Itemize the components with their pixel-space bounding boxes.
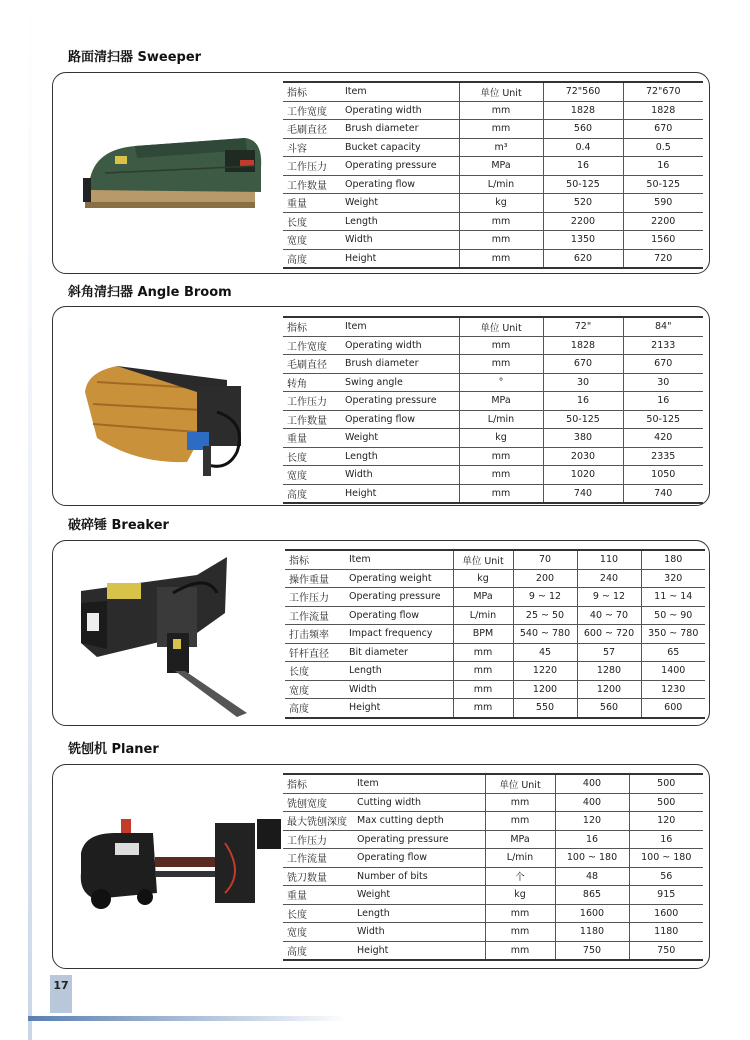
cell-value: 100 ~ 180 — [629, 849, 703, 868]
cell-item-en: Weight — [353, 886, 485, 905]
cell-item-en: Weight — [341, 429, 459, 448]
cell-unit: m³ — [459, 138, 543, 157]
cell-unit: kg — [485, 886, 555, 905]
cell-item-en: Length — [353, 904, 485, 923]
cell-value: 110 — [577, 550, 641, 569]
cell-value: 750 — [555, 941, 629, 960]
cell-value: 1220 — [513, 662, 577, 681]
cell-value: 9 ~ 12 — [577, 588, 641, 607]
cell-value: 320 — [641, 569, 705, 588]
cell-value: 16 — [623, 157, 703, 176]
cell-value: 57 — [577, 643, 641, 662]
cell-item-en: Operating pressure — [345, 588, 453, 607]
section-title-sweeper: 路面清扫器 Sweeper — [68, 50, 202, 65]
cell-item-en: Number of bits — [353, 867, 485, 886]
table-row — [283, 466, 703, 485]
cell-item-zh: 工作数量 — [283, 175, 341, 194]
cell-item-zh: 钎杆直径 — [285, 643, 345, 662]
cell-value: 100 ~ 180 — [555, 849, 629, 868]
cell-value: 1180 — [629, 923, 703, 942]
angle-broom-spec-table — [283, 316, 703, 504]
cell-item-en: Height — [341, 484, 459, 503]
cell-item-zh: 最大铣刨深度 — [283, 812, 353, 831]
cell-value: 670 — [623, 355, 703, 374]
cell-item-zh: 工作宽度 — [283, 101, 341, 120]
cell-value: 500 — [629, 774, 703, 793]
cell-item-en: Cutting width — [353, 793, 485, 812]
cell-item-zh: 操作重量 — [285, 569, 345, 588]
cell-unit: MPa — [459, 392, 543, 411]
cell-value: 1050 — [623, 466, 703, 485]
cell-value: 16 — [543, 157, 623, 176]
cell-value: 2200 — [543, 212, 623, 231]
cell-item-en: Operating flow — [353, 849, 485, 868]
cell-item-zh: 毛刷直径 — [283, 120, 341, 139]
cell-value: 84" — [623, 317, 703, 336]
table-row — [283, 410, 703, 429]
cell-unit: MPa — [485, 830, 555, 849]
breaker-spec-body — [285, 550, 705, 718]
cell-value: 400 — [555, 774, 629, 793]
section-title-planer: 铣刨机 Planer — [68, 742, 159, 757]
cell-unit: L/min — [485, 849, 555, 868]
table-row — [283, 392, 703, 411]
table-row — [283, 923, 703, 942]
cell-item-en: Operating width — [341, 101, 459, 120]
cell-item-zh: 长度 — [283, 904, 353, 923]
cell-value: 50 ~ 90 — [641, 606, 705, 625]
cell-value: 865 — [555, 886, 629, 905]
cell-value: 1560 — [623, 231, 703, 250]
cell-value: 1828 — [543, 336, 623, 355]
cell-item-zh: 工作数量 — [283, 410, 341, 429]
cell-value: 915 — [629, 886, 703, 905]
table-row — [283, 484, 703, 503]
cell-value: 16 — [623, 392, 703, 411]
cell-value: 2200 — [623, 212, 703, 231]
cell-unit: mm — [453, 643, 513, 662]
cell-item-en: Height — [341, 249, 459, 268]
cell-unit: MPa — [459, 157, 543, 176]
cell-unit: mm — [459, 447, 543, 466]
table-row — [283, 904, 703, 923]
cell-value: 2030 — [543, 447, 623, 466]
cell-value: 1350 — [543, 231, 623, 250]
table-row — [283, 212, 703, 231]
cell-value: 550 — [513, 699, 577, 718]
cell-item-en: Weight — [341, 194, 459, 213]
cell-value: 400 — [555, 793, 629, 812]
table-row — [283, 249, 703, 268]
cell-value: 420 — [623, 429, 703, 448]
cell-unit: mm — [459, 231, 543, 250]
cell-value: 1200 — [577, 680, 641, 699]
cell-item-en: Item — [341, 317, 459, 336]
cell-value: 45 — [513, 643, 577, 662]
cell-value: 540 ~ 780 — [513, 625, 577, 644]
cell-value: 16 — [543, 392, 623, 411]
cell-item-zh: 毛刷直径 — [283, 355, 341, 374]
cell-unit: L/min — [453, 606, 513, 625]
cell-value: 0.5 — [623, 138, 703, 157]
cell-unit: 单位 Unit — [459, 82, 543, 101]
table-row — [283, 941, 703, 960]
cell-value: 1230 — [641, 680, 705, 699]
cell-item-zh: 重量 — [283, 429, 341, 448]
table-header-row — [283, 774, 703, 793]
cell-item-zh: 工作压力 — [283, 157, 341, 176]
cell-value: 11 ~ 14 — [641, 588, 705, 607]
cell-value: 1828 — [543, 101, 623, 120]
cell-unit: kg — [459, 429, 543, 448]
cell-item-zh: 高度 — [283, 249, 341, 268]
cell-item-en: Operating pressure — [341, 157, 459, 176]
cell-item-en: Operating width — [341, 336, 459, 355]
cell-unit: mm — [459, 336, 543, 355]
cell-value: 200 — [513, 569, 577, 588]
cell-item-zh: 工作压力 — [283, 392, 341, 411]
cell-value: 25 ~ 50 — [513, 606, 577, 625]
table-row — [283, 373, 703, 392]
cell-unit: mm — [459, 101, 543, 120]
cell-item-zh: 铣刨宽度 — [283, 793, 353, 812]
cell-value: 1600 — [555, 904, 629, 923]
cell-unit: mm — [459, 355, 543, 374]
cell-item-zh: 工作宽度 — [283, 336, 341, 355]
cell-item-en: Height — [345, 699, 453, 718]
cell-value: 500 — [629, 793, 703, 812]
cell-unit: mm — [485, 923, 555, 942]
table-row — [283, 812, 703, 831]
cell-value: 16 — [555, 830, 629, 849]
cell-value: 30 — [623, 373, 703, 392]
cell-value: 120 — [555, 812, 629, 831]
page-edge-decoration — [28, 0, 32, 1040]
table-row — [283, 120, 703, 139]
sweeper-spec-table — [283, 81, 703, 269]
cell-unit: 单位 Unit — [485, 774, 555, 793]
cell-item-zh: 宽度 — [283, 923, 353, 942]
cell-value: 72"670 — [623, 82, 703, 101]
cell-value: 520 — [543, 194, 623, 213]
cell-item-zh: 长度 — [285, 662, 345, 681]
cell-unit: MPa — [453, 588, 513, 607]
cell-value: 560 — [543, 120, 623, 139]
angle-broom-photo-icon — [77, 352, 257, 492]
table-row — [283, 886, 703, 905]
breaker-photo-icon — [77, 553, 267, 718]
footer-bar — [28, 1016, 348, 1021]
cell-item-zh: 指标 — [285, 550, 345, 569]
cell-value: 9 ~ 12 — [513, 588, 577, 607]
cell-item-zh: 高度 — [283, 941, 353, 960]
cell-item-zh: 宽度 — [283, 231, 341, 250]
cell-value: 1020 — [543, 466, 623, 485]
table-header-row — [285, 550, 705, 569]
cell-unit: mm — [459, 212, 543, 231]
breaker-panel — [52, 540, 710, 726]
cell-item-en: Operating pressure — [353, 830, 485, 849]
sweeper-photo-icon — [75, 128, 275, 228]
cell-item-en: Bit diameter — [345, 643, 453, 662]
table-row — [285, 643, 705, 662]
cell-value: 670 — [623, 120, 703, 139]
table-row — [285, 588, 705, 607]
table-header-row — [283, 317, 703, 336]
cell-item-zh: 工作流量 — [285, 606, 345, 625]
cell-value: 720 — [623, 249, 703, 268]
sweeper-panel — [52, 72, 710, 274]
cell-value: 120 — [629, 812, 703, 831]
table-row — [283, 830, 703, 849]
cell-unit: mm — [485, 941, 555, 960]
cell-unit: kg — [459, 194, 543, 213]
cell-item-en: Item — [341, 82, 459, 101]
cell-unit: ° — [459, 373, 543, 392]
cell-value: 670 — [543, 355, 623, 374]
cell-unit: L/min — [459, 410, 543, 429]
cell-unit: kg — [453, 569, 513, 588]
table-row — [285, 569, 705, 588]
cell-value: 70 — [513, 550, 577, 569]
planer-spec-body — [283, 774, 703, 960]
cell-value: 40 ~ 70 — [577, 606, 641, 625]
cell-item-en: Operating flow — [341, 175, 459, 194]
cell-item-en: Brush diameter — [341, 120, 459, 139]
cell-item-en: Width — [341, 466, 459, 485]
section-title-breaker: 破碎锤 Breaker — [68, 518, 169, 533]
cell-value: 1280 — [577, 662, 641, 681]
cell-value: 0.4 — [543, 138, 623, 157]
cell-unit: mm — [485, 904, 555, 923]
cell-unit: mm — [459, 466, 543, 485]
cell-item-zh: 打击频率 — [285, 625, 345, 644]
cell-value: 600 ~ 720 — [577, 625, 641, 644]
angle-broom-spec-body — [283, 317, 703, 503]
cell-item-en: Length — [345, 662, 453, 681]
table-row — [285, 625, 705, 644]
cell-item-zh: 宽度 — [283, 466, 341, 485]
cell-item-zh: 指标 — [283, 774, 353, 793]
cell-item-zh: 长度 — [283, 447, 341, 466]
cell-item-en: Operating flow — [345, 606, 453, 625]
cell-value: 350 ~ 780 — [641, 625, 705, 644]
cell-unit: mm — [453, 662, 513, 681]
cell-value: 48 — [555, 867, 629, 886]
cell-value: 50-125 — [623, 410, 703, 429]
cell-value: 30 — [543, 373, 623, 392]
cell-value: 50-125 — [543, 410, 623, 429]
cell-unit: mm — [453, 699, 513, 718]
cell-unit: 单位 Unit — [459, 317, 543, 336]
cell-item-en: Operating flow — [341, 410, 459, 429]
cell-value: 1828 — [623, 101, 703, 120]
cell-unit: mm — [485, 793, 555, 812]
cell-item-en: Impact frequency — [345, 625, 453, 644]
table-row — [283, 355, 703, 374]
cell-item-zh: 高度 — [283, 484, 341, 503]
cell-item-en: Width — [341, 231, 459, 250]
cell-value: 600 — [641, 699, 705, 718]
table-row — [285, 662, 705, 681]
cell-unit: L/min — [459, 175, 543, 194]
cell-item-zh: 铣刀数量 — [283, 867, 353, 886]
cell-item-en: Length — [341, 447, 459, 466]
table-row — [285, 606, 705, 625]
cell-item-zh: 指标 — [283, 317, 341, 336]
cell-value: 1600 — [629, 904, 703, 923]
cell-item-en: Width — [353, 923, 485, 942]
cell-item-zh: 重量 — [283, 194, 341, 213]
cell-item-zh: 转角 — [283, 373, 341, 392]
cell-value: 50-125 — [543, 175, 623, 194]
cell-value: 750 — [629, 941, 703, 960]
cell-item-zh: 工作压力 — [285, 588, 345, 607]
cell-item-en: Item — [345, 550, 453, 569]
cell-value: 56 — [629, 867, 703, 886]
table-row — [285, 699, 705, 718]
cell-item-en: Operating pressure — [341, 392, 459, 411]
cell-item-zh: 指标 — [283, 82, 341, 101]
cell-item-zh: 长度 — [283, 212, 341, 231]
cell-item-zh: 工作压力 — [283, 830, 353, 849]
table-row — [283, 157, 703, 176]
table-row — [283, 138, 703, 157]
cell-item-en: Max cutting depth — [353, 812, 485, 831]
table-row — [283, 429, 703, 448]
table-row — [283, 447, 703, 466]
cell-value: 590 — [623, 194, 703, 213]
table-row — [283, 194, 703, 213]
cell-item-en: Operating weight — [345, 569, 453, 588]
cell-item-en: Length — [341, 212, 459, 231]
cell-value: 1200 — [513, 680, 577, 699]
cell-unit: mm — [459, 120, 543, 139]
table-header-row — [283, 82, 703, 101]
cell-value: 740 — [623, 484, 703, 503]
cell-value: 72"560 — [543, 82, 623, 101]
cell-unit: mm — [459, 249, 543, 268]
cell-value: 620 — [543, 249, 623, 268]
cell-value: 380 — [543, 429, 623, 448]
cell-item-en: Bucket capacity — [341, 138, 459, 157]
planer-spec-table — [283, 773, 703, 961]
table-row — [283, 336, 703, 355]
cell-value: 560 — [577, 699, 641, 718]
sweeper-spec-body — [283, 82, 703, 268]
cell-value: 1180 — [555, 923, 629, 942]
cell-item-zh: 高度 — [285, 699, 345, 718]
cell-unit: 个 — [485, 867, 555, 886]
cell-value: 16 — [629, 830, 703, 849]
cell-unit: mm — [453, 680, 513, 699]
cell-value: 65 — [641, 643, 705, 662]
cell-item-zh: 宽度 — [285, 680, 345, 699]
cell-unit: mm — [485, 812, 555, 831]
cell-unit: BPM — [453, 625, 513, 644]
breaker-spec-table — [285, 549, 705, 719]
table-row — [283, 849, 703, 868]
cell-value: 180 — [641, 550, 705, 569]
cell-item-zh: 斗容 — [283, 138, 341, 157]
cell-value: 50-125 — [623, 175, 703, 194]
table-row — [283, 101, 703, 120]
section-title-angle-broom: 斜角清扫器 Angle Broom — [68, 285, 232, 300]
cell-value: 2133 — [623, 336, 703, 355]
table-row — [283, 175, 703, 194]
table-row — [283, 231, 703, 250]
page-number: 17 — [50, 975, 72, 1013]
cell-value: 2335 — [623, 447, 703, 466]
table-row — [283, 867, 703, 886]
cell-item-zh: 工作流量 — [283, 849, 353, 868]
cell-item-en: Swing angle — [341, 373, 459, 392]
cell-value: 240 — [577, 569, 641, 588]
cell-value: 1400 — [641, 662, 705, 681]
cell-value: 72" — [543, 317, 623, 336]
cell-item-en: Width — [345, 680, 453, 699]
table-row — [285, 680, 705, 699]
cell-value: 740 — [543, 484, 623, 503]
table-row — [283, 793, 703, 812]
cell-item-en: Brush diameter — [341, 355, 459, 374]
angle-broom-panel — [52, 306, 710, 506]
cell-item-zh: 重量 — [283, 886, 353, 905]
cell-item-en: Height — [353, 941, 485, 960]
cell-item-en: Item — [353, 774, 485, 793]
planer-photo-icon — [75, 813, 285, 923]
cell-unit: 单位 Unit — [453, 550, 513, 569]
cell-unit: mm — [459, 484, 543, 503]
planer-panel — [52, 764, 710, 969]
